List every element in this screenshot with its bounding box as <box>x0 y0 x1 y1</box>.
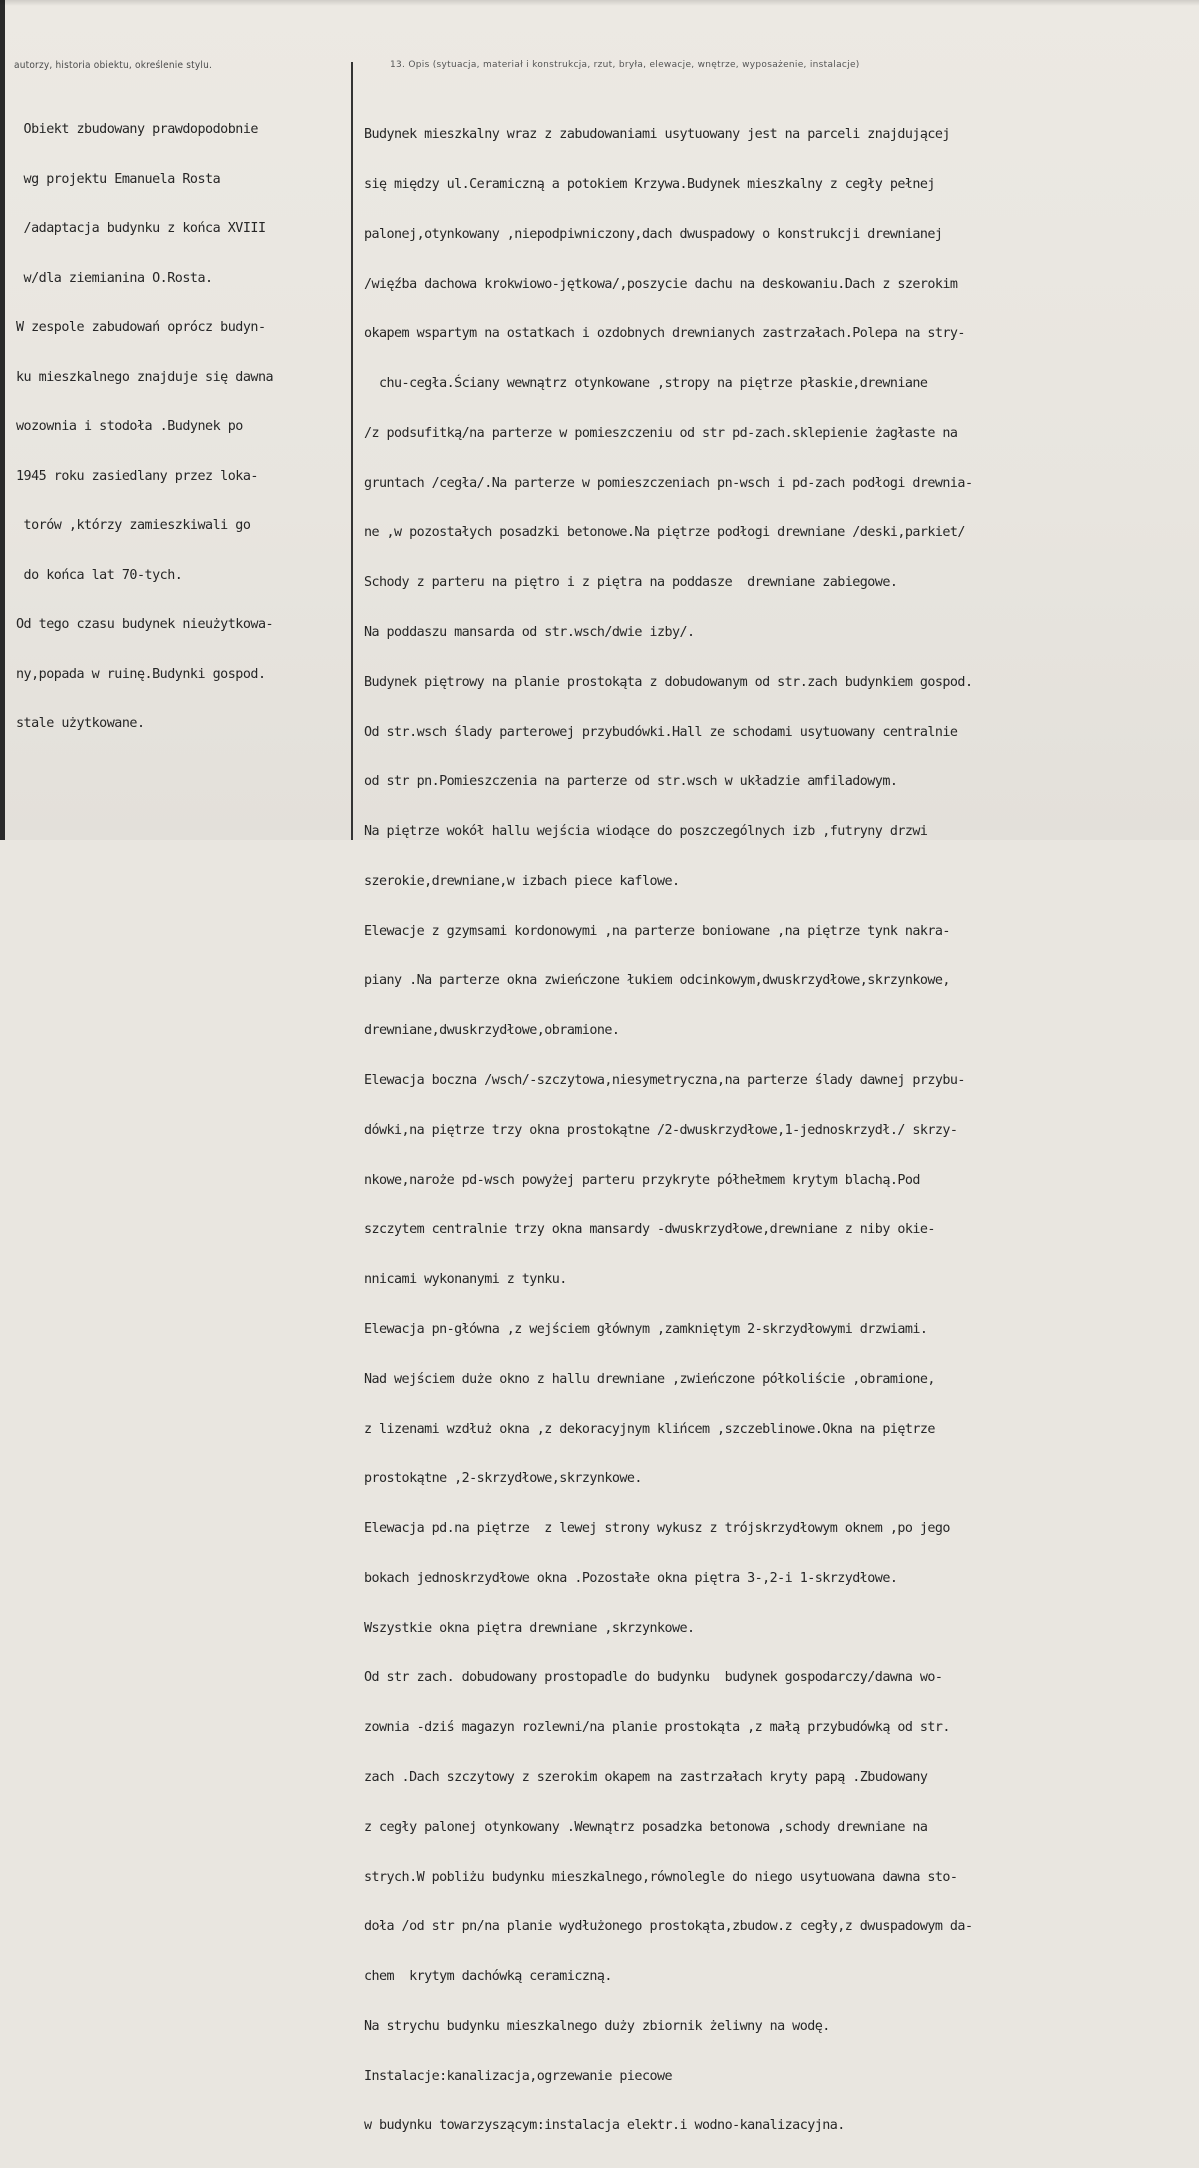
text-line: w budynku towarzyszącym:instalacja elektr.i wodno-kanalizacyjna. <box>364 2118 845 2134</box>
text-line: palonej,otynkowany ,niepodpiwniczony,dach dwuspadowy o konstrukcji drewnianej <box>364 226 943 242</box>
text-line: wozownia i stodoła .Budynek po <box>16 419 243 434</box>
text-line: Elewacja boczna /wsch/-szczytowa,niesymetryczna,na parterze ślady dawnej przybu- <box>364 1073 965 1089</box>
text-line: Na poddaszu mansarda od str.wsch/dwie izby/. <box>364 625 695 640</box>
text-line: Obiekt zbudowany prawdopodobnie <box>16 122 258 137</box>
text-line: stale użytkowane. <box>16 716 145 731</box>
text-line: Od str zach. dobudowany prostopadle do budynku budynek gospodarczy/dawna wo- <box>364 1670 943 1686</box>
text-line: Wszystkie okna piętra drewniane ,skrzynkowe. <box>364 1620 695 1636</box>
text-line: 1945 roku zasiedlany przez loka- <box>16 468 258 484</box>
left-section-header: autorzy, historia obiektu, określenie stylu. <box>14 60 213 71</box>
left-column-text <box>16 89 361 766</box>
text-line: Budynek mieszkalny wraz z zabudowaniami usytuowany jest na parceli znajdującej <box>364 127 950 143</box>
text-line: Elewacja pd.na piętrze z lewej strony wykusz z trójskrzydłowym oknem ,po jego <box>364 1521 950 1537</box>
right-column-text <box>364 94 1196 2168</box>
scan-shadow <box>0 0 1199 6</box>
text-line: doła /od str pn/na planie wydłużonego prostokąta,zbudow.z cegły,z dwuspadowym da- <box>364 1919 973 1935</box>
text-line: strych.W pobliżu budynku mieszkalnego,równolegle do niego usytuowana dawna sto- <box>364 1869 958 1885</box>
text-line: prostokątne ,2-skrzydłowe,skrzynkowe. <box>364 1471 642 1487</box>
text-line: gruntach /cegła/.Na parterze w pomieszczeniach pn-wsch i pd-zach podłogi drewnia- <box>364 475 973 491</box>
text-line: nnicami wykonanymi z tynku. <box>364 1272 567 1288</box>
text-line: /z podsufitką/na parterze w pomieszczeniu od str pd-zach.sklepienie żagłaste na <box>364 425 958 441</box>
text-line: się między ul.Ceramiczną a potokiem Krzywa.Budynek mieszkalny z cegły pełnej <box>364 176 935 192</box>
text-line: zownia -dziś magazyn rozlewni/na planie prostokąta ,z małą przybudówką od str. <box>364 1720 950 1736</box>
text-line: chem krytym dachówką ceramiczną. <box>364 1969 612 1985</box>
right-section-header: 13. Opis (sytuacja, materiał i konstrukcja, rzut, bryła, elewacje, wnętrze, wyposażenie, instalacje) <box>390 60 860 70</box>
text-line: drewniane,dwuskrzydłowe,obramione. <box>364 1023 620 1039</box>
text-line: Budynek piętrowy na planie prostokąta z dobudowanym od str.zach budynkiem gospod. <box>364 674 973 690</box>
text-line: od str pn.Pomieszczenia na parterze od str.wsch w układzie amfiladowym. <box>364 774 898 790</box>
text-line: Elewacja pn-główna ,z wejściem głównym ,zamkniętym 2-skrzydłowymi drzwiami. <box>364 1321 928 1337</box>
text-line: piany .Na parterze okna zwieńczone łukiem odcinkowym,dwuskrzydłowe,skrzynkowe, <box>364 973 950 989</box>
text-line: nkowe,naroże pd-wsch powyżej parteru przykryte półhełmem krytym blachą.Pod <box>364 1172 920 1188</box>
text-line: do końca lat 70-tych. <box>16 567 183 583</box>
text-line: Elewacje z gzymsami kordonowymi ,na parterze boniowane ,na piętrze tynk nakra- <box>364 923 950 939</box>
text-line: ne ,w pozostałych posadzki betonowe.Na piętrze podłogi drewniane /deski,parkiet/ <box>364 525 965 541</box>
text-line: szerokie,drewniane,w izbach piece kaflowe. <box>364 873 680 889</box>
text-line: Od tego czasu budynek nieużytkowa- <box>16 617 274 632</box>
text-line: ku mieszkalnego znajduje się dawna <box>16 369 274 385</box>
text-line: /więźba dachowa krokwiowo-jętkowa/,poszycie dachu na deskowaniu.Dach z szerokim <box>364 276 958 292</box>
text-line: /adaptacja budynku z końca XVIII <box>16 221 266 236</box>
text-line: torów ,którzy zamieszkiwali go <box>16 518 251 533</box>
text-line: dówki,na piętrze trzy okna prostokątne /2-dwuskrzydłowe,1-jednoskrzydł./ skrzy- <box>364 1122 958 1138</box>
text-line: ny,popada w ruinę.Budynki gospod. <box>16 666 266 682</box>
text-line: bokach jednoskrzydłowe okna .Pozostałe okna piętra 3-,2-i 1-skrzydłowe. <box>364 1570 898 1586</box>
text-line: wg projektu Emanuela Rosta <box>16 171 221 187</box>
text-line: w/dla ziemianina O.Rosta. <box>16 270 213 286</box>
text-line: Nad wejściem duże okno z hallu drewniane ,zwieńczone półkoliście ,obramione, <box>364 1371 935 1387</box>
text-line: W zespole zabudowań oprócz budyn- <box>16 320 266 335</box>
page-binding-edge <box>0 0 5 840</box>
text-line: z cegły palonej otynkowany .Wewnątrz posadzka betonowa ,schody drewniane na <box>364 1819 928 1835</box>
text-line: Instalacje:kanalizacja,ogrzewanie piecowe <box>364 2068 672 2084</box>
text-line: chu-cegła.Ściany wewnątrz otynkowane ,stropy na piętrze płaskie,drewniane <box>364 376 928 392</box>
text-line: Na piętrze wokół hallu wejścia wiodące do poszczególnych izb ,futryny drzwi <box>364 824 928 840</box>
text-line: szczytem centralnie trzy okna mansardy -dwuskrzydłowe,drewniane z niby okie- <box>364 1222 935 1238</box>
text-line: zach .Dach szczytowy z szerokim okapem na zastrzałach kryty papą .Zbudowany <box>364 1769 928 1785</box>
text-line: okapem wspartym na ostatkach i ozdobnych drewnianych zastrzałach.Polepa na stry- <box>364 326 965 342</box>
text-line: Schody z parteru na piętro i z piętra na poddasze drewniane zabiegowe. <box>364 575 898 591</box>
text-line: z lizenami wzdłuż okna ,z dekoracyjnym klińcem ,szczeblinowe.Okna na piętrze <box>364 1421 935 1437</box>
text-line: Na strychu budynku mieszkalnego duży zbiornik żeliwny na wodę. <box>364 2018 830 2034</box>
text-line: Od str.wsch ślady parterowej przybudówki.Hall ze schodami usytuowany centralnie <box>364 724 958 740</box>
